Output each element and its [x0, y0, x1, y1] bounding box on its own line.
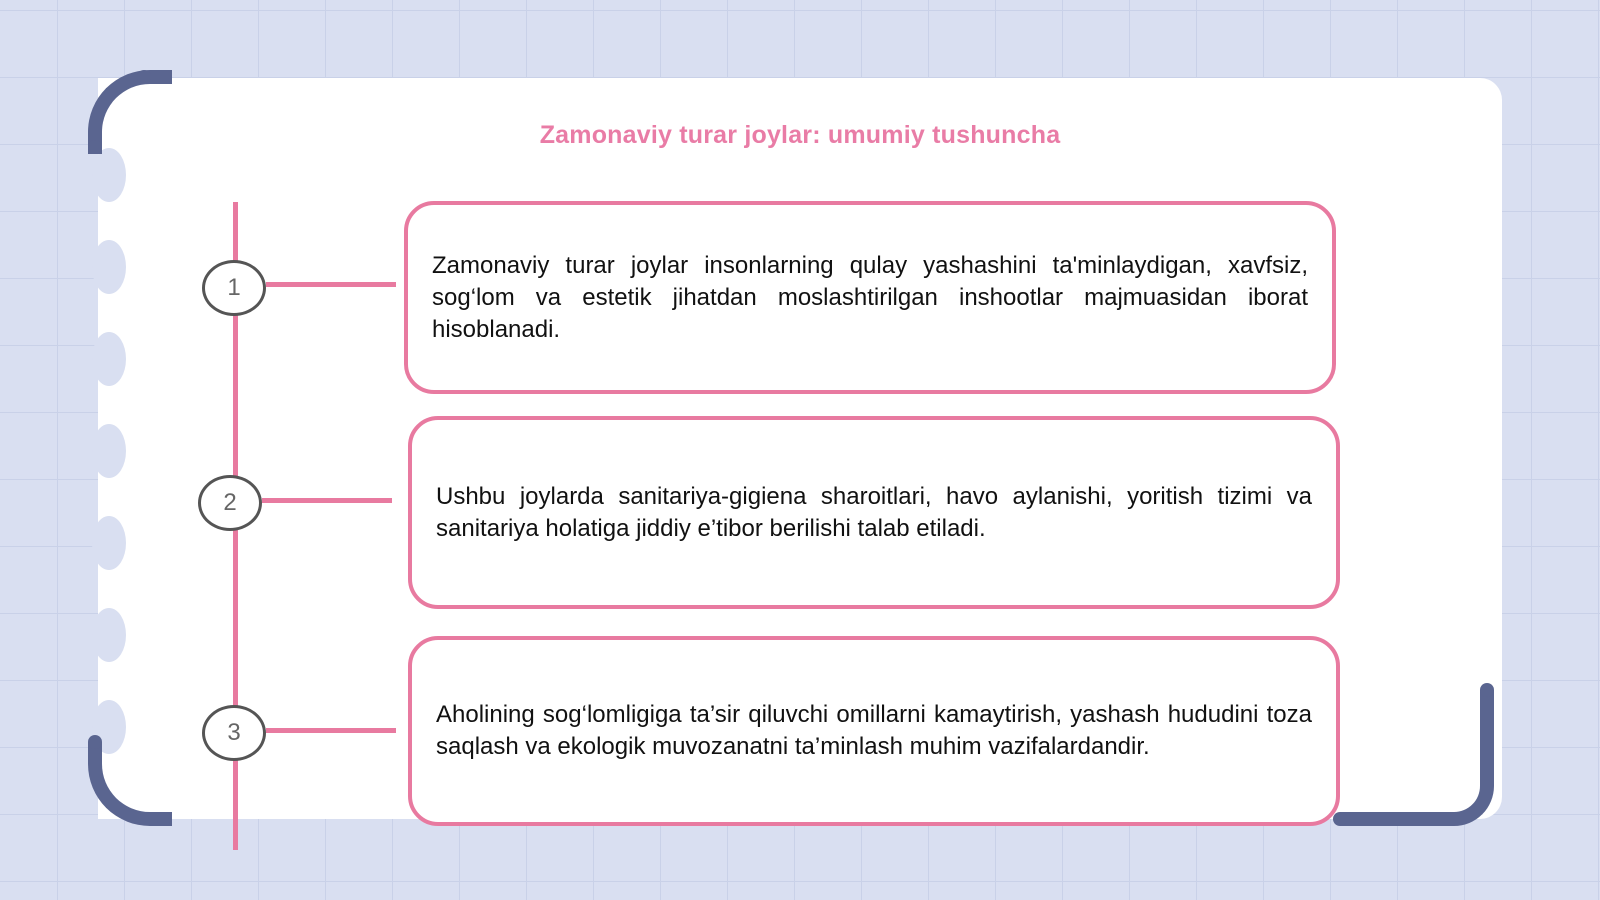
- slide-title: Zamonaviy turar joylar: umumiy tushuncha: [539, 121, 1061, 149]
- timeline-node-3: [202, 705, 266, 761]
- info-card-text: Ushbu joylarda sanitariya-gigiena sharoitlari, havo aylanishi, yoritish tizimi va sanitariya holatiga jiddiy e’tibor berilishi talab etiladi.: [436, 482, 1312, 542]
- info-card-text: Zamonaviy turar joylar insonlarning qulay yashashini ta'minlaydigan, xavfsiz, sog‘lom va estetik jihatdan moslashtirilgan inshootlar majmuasidan iborat hisoblanadi.: [432, 251, 1308, 343]
- node-number: 1: [227, 274, 241, 301]
- corner-bracket-bottom-right: [1340, 690, 1494, 826]
- info-card-2: [408, 416, 1340, 609]
- paper-scallop: [92, 148, 126, 202]
- timeline-connector-3: [266, 728, 396, 733]
- timeline-connector-1: [266, 282, 396, 287]
- timeline-node-1: [202, 260, 266, 316]
- paper-scallop: [92, 240, 126, 294]
- info-card-3: [408, 636, 1340, 826]
- bracket-cap: [88, 735, 102, 749]
- timeline-connector-2: [262, 498, 392, 503]
- paper-scallop: [92, 424, 126, 478]
- paper-scallop: [92, 608, 126, 662]
- bracket-cap: [1480, 683, 1494, 697]
- bracket-cap: [137, 70, 151, 84]
- node-number: 2: [223, 489, 237, 516]
- timeline-node-2: [198, 475, 262, 531]
- paper-scallop: [92, 516, 126, 570]
- paper-scallop: [92, 332, 126, 386]
- node-number: 3: [227, 719, 241, 746]
- bracket-cap: [88, 140, 102, 154]
- bracket-cap: [157, 812, 171, 826]
- info-card-1: [404, 201, 1336, 394]
- info-card-text: Aholining sog‘lomligiga ta’sir qiluvchi omillarni kamaytirish, yashash hududini toza saqlash va ekologik muvozanatni ta’minlash muhim vazifalardandir.: [436, 701, 1312, 760]
- bracket-cap: [1333, 812, 1347, 826]
